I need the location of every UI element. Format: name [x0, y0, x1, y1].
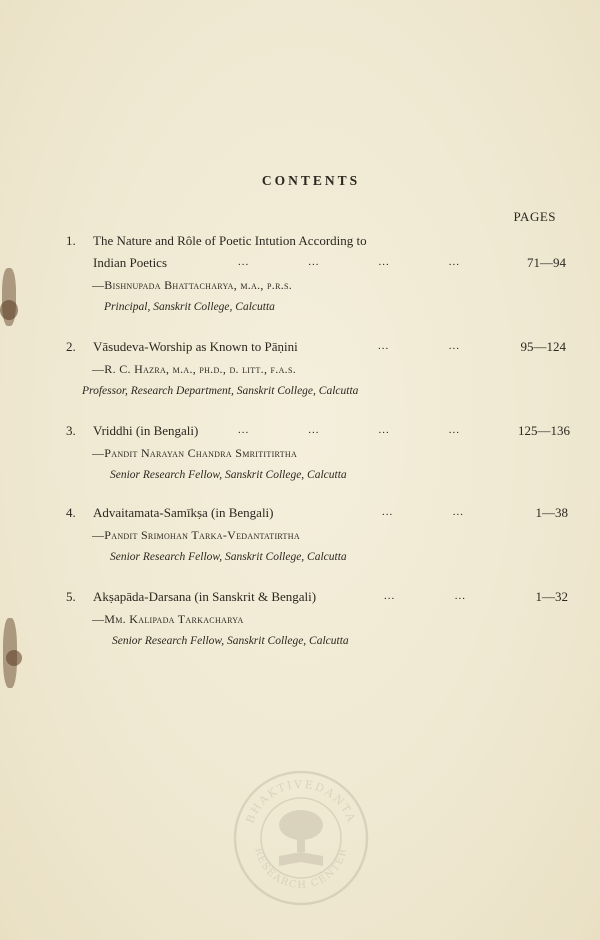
- entry-pages: 125—136: [518, 423, 570, 438]
- bhaktivedanta-research-center-seal-icon: [233, 770, 369, 906]
- entry-author: —Bishnupada Bhattacharya, m.a., p.r.s.: [92, 278, 293, 292]
- dot-leader: ... ... ... ...: [238, 424, 460, 436]
- entry-pages: 1—38: [535, 505, 568, 520]
- entry-author-line: [66, 608, 566, 630]
- svg-text:BHAKTIVEDANTA: BHAKTIVEDANTA: [243, 777, 359, 826]
- entry-title-line: [66, 336, 566, 358]
- entry-number: 1.: [66, 233, 76, 248]
- entry-author: —Pandit Srimohan Tarka-Vedantatirtha: [92, 528, 300, 542]
- entry-pages: 71—94: [527, 255, 566, 270]
- entry-title-continued: Indian Poetics: [93, 255, 168, 270]
- entry-title-line: [66, 502, 566, 524]
- entry-affiliation-line: [66, 296, 566, 318]
- entry-author-line: [66, 274, 566, 296]
- entry-title-line: [66, 252, 566, 274]
- toc-entry: [66, 502, 566, 568]
- dot-leader: ... ...: [378, 340, 460, 352]
- entry-affiliation: Senior Research Fellow, Sanskrit College, Calcutta: [110, 551, 347, 563]
- entry-number: 4.: [66, 505, 76, 520]
- page-title: CONTENTS: [261, 173, 361, 188]
- dot-leader: ... ...: [382, 506, 464, 518]
- entry-title-line: [66, 230, 566, 252]
- entry-pages: 95—124: [520, 339, 566, 354]
- svg-text:RESEARCH CENTER: RESEARCH CENTER: [252, 846, 350, 892]
- entry-affiliation: Senior Research Fellow, Sanskrit College, Calcutta: [112, 635, 349, 647]
- stain-mark: [6, 650, 22, 666]
- dot-leader: ... ...: [384, 590, 466, 602]
- entry-title: The Nature and Rôle of Poetic Intution According to: [93, 233, 367, 248]
- entry-affiliation: Senior Research Fellow, Sanskrit College, Calcutta: [110, 469, 347, 481]
- entry-author: —Mm. Kalipada Tarkacharya: [92, 612, 244, 626]
- entry-author-line: [66, 358, 566, 380]
- entry-number: 2.: [66, 339, 76, 354]
- entry-title: Akṣapāda-Darsana (in Sanskrit & Bengali): [93, 589, 317, 604]
- entry-number: 5.: [66, 589, 76, 604]
- entry-title: Vriddhi (in Bengali): [93, 423, 199, 438]
- entry-author: —Pandit Narayan Chandra Smrititirtha: [92, 446, 298, 460]
- toc-entry: [66, 230, 566, 318]
- entry-title-line: [66, 586, 566, 608]
- dot-leader: ... ... ... ...: [238, 256, 460, 268]
- entry-author: —R. C. Hazra, m.a., ph.d., d. litt., f.a.s.: [92, 362, 297, 376]
- entry-title-line: [66, 420, 570, 442]
- entry-title: Vāsudeva-Worship as Known to Pāṇini: [93, 339, 298, 354]
- entry-author-line: [66, 442, 566, 464]
- entry-number: 3.: [66, 423, 76, 438]
- entry-affiliation-line: [66, 546, 566, 568]
- entry-affiliation-line: [66, 630, 566, 652]
- toc-entry: [66, 420, 570, 486]
- entry-affiliation: Principal, Sanskrit College, Calcutta: [104, 301, 275, 313]
- entry-title: Advaitamata-Samīkṣa (in Bengali): [93, 505, 274, 520]
- entry-affiliation-line: [66, 464, 566, 486]
- toc-entry: [66, 336, 566, 402]
- entry-affiliation-line: [66, 380, 566, 402]
- entry-affiliation: Professor, Research Department, Sanskrit College, Calcutta: [82, 385, 359, 397]
- entry-author-line: [66, 524, 566, 546]
- stain-mark: [0, 300, 18, 320]
- entry-pages: 1—32: [535, 589, 568, 604]
- pages-column-header: PAGES: [513, 209, 556, 224]
- toc-entry: [66, 586, 566, 652]
